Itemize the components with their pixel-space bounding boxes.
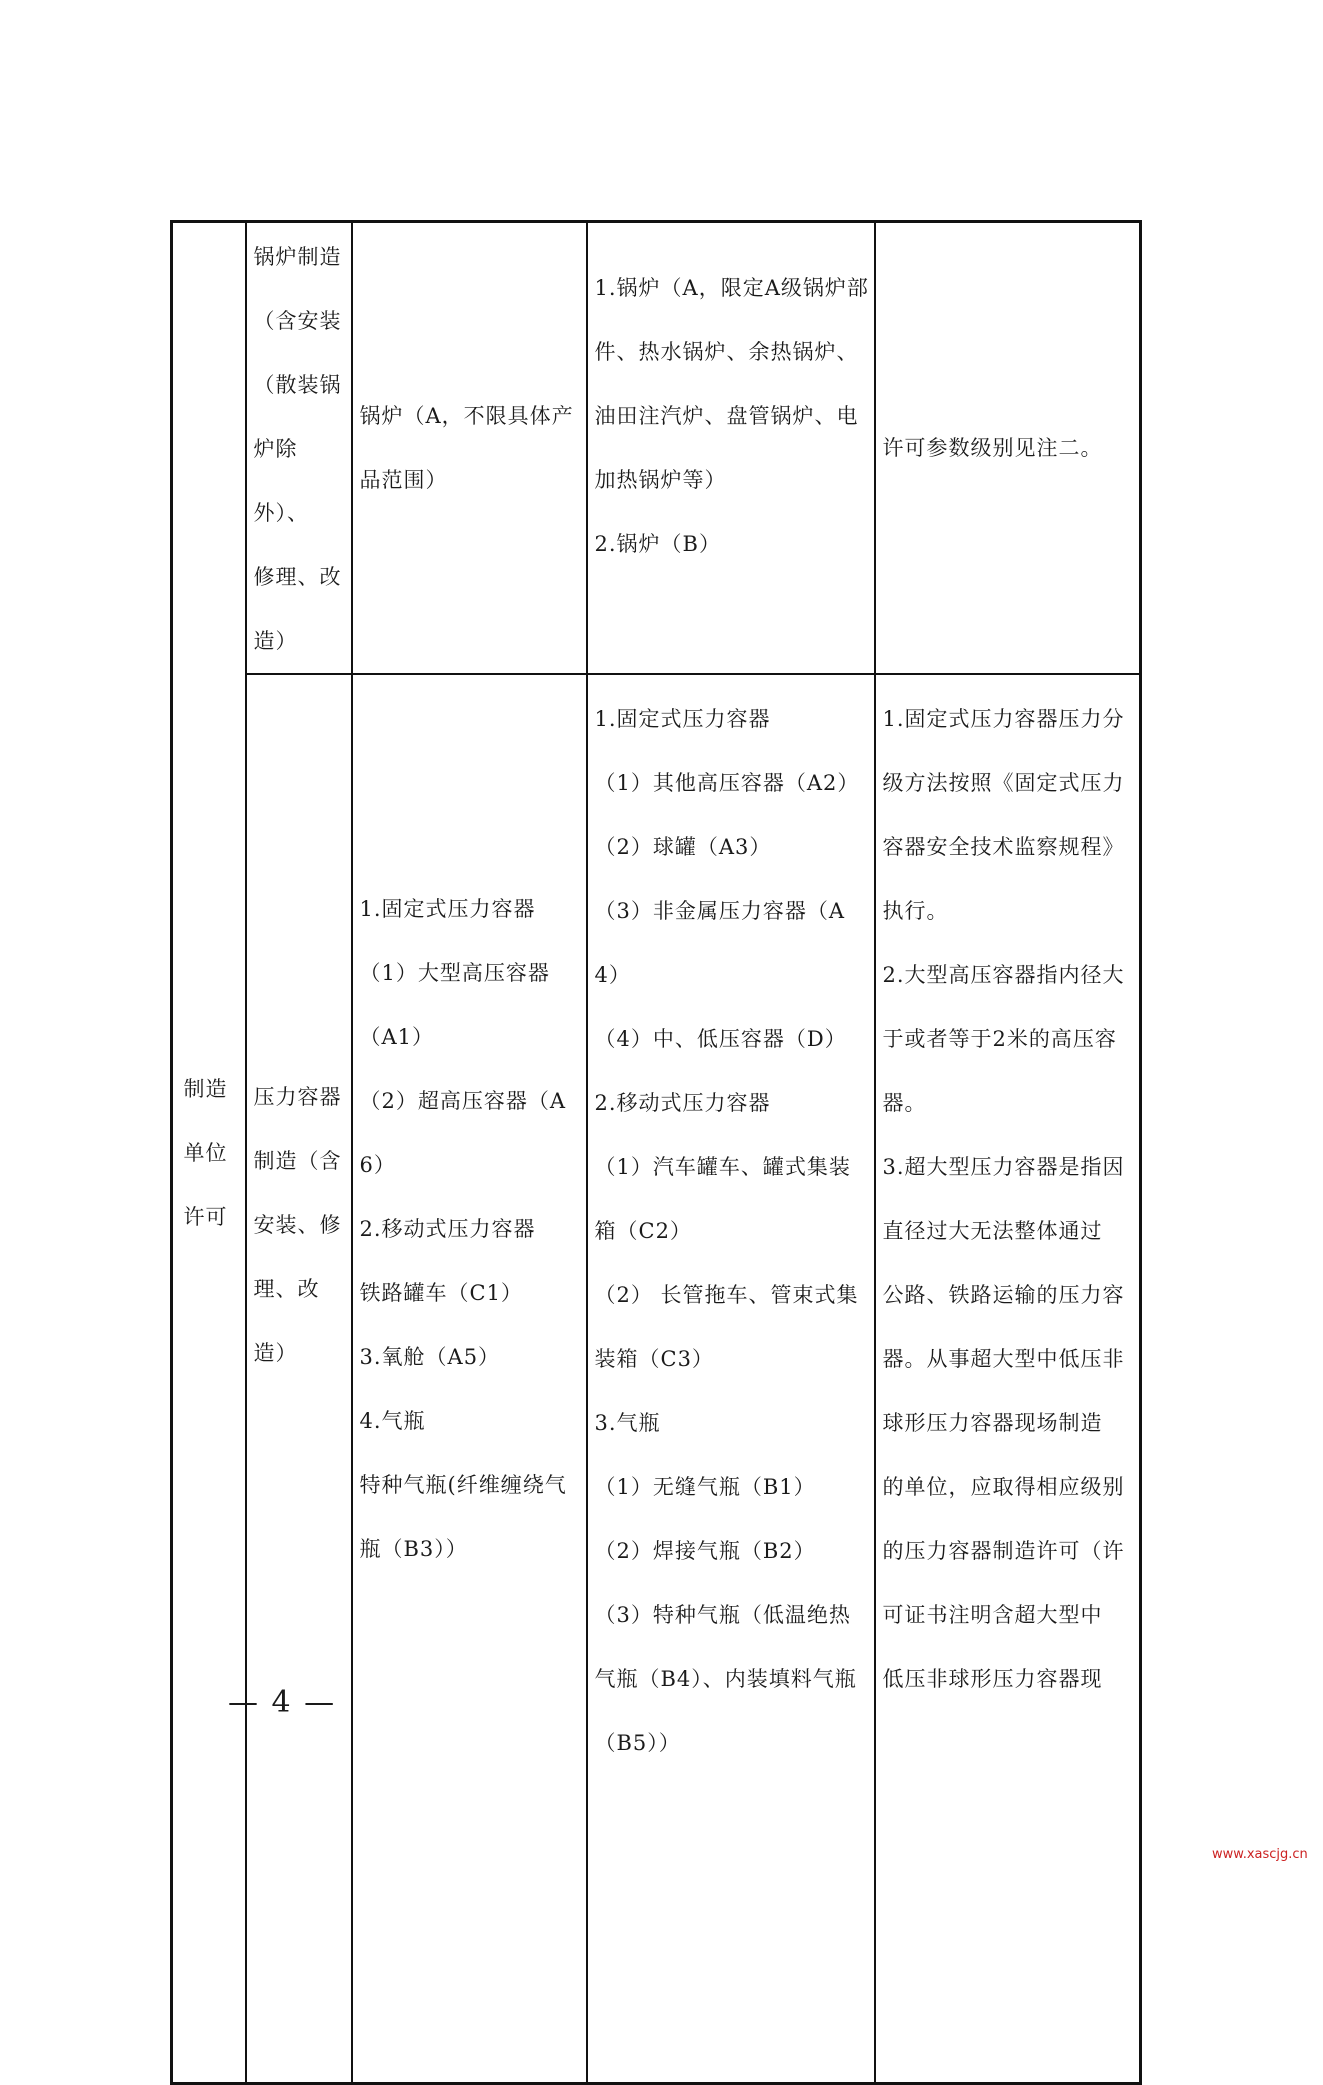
text-line: 气瓶（B4）、内装填料气瓶 [594,1667,857,1691]
text-line: （2）超高压容器（A6） [359,1089,567,1177]
table-row [172,674,1141,2084]
note-cell [875,674,1141,2084]
text-line: 2.锅炉（B） [594,532,721,556]
text-line: （4）中、低压容器（D） [594,1027,847,1051]
text-line: 锅炉（A，不限具体产 [359,404,574,428]
text-line: （1）汽车罐车、罐式集装 [594,1155,851,1179]
text-line: 4.气瓶 [359,1409,426,1433]
text-line: 的压力容器制造许可（许 [882,1539,1125,1563]
text-line: 造） [253,629,298,653]
text-line: 球形压力容器现场制造 [882,1411,1103,1435]
text-line: （B5）） [594,1731,681,1755]
text-line: 许可参数级别见注二。 [882,436,1103,460]
text-line: 3.氧舱（A5） [359,1345,501,1369]
text-line: （2）焊接气瓶（B2） [594,1539,816,1563]
sub-item-b-cell [587,674,875,2084]
note-text [883,416,1137,480]
text-line: 公路、铁路运输的压力容 [882,1283,1125,1307]
text-line: 装箱（C3） [594,1347,714,1371]
text-line: （1）无缝气瓶（B1） [594,1475,816,1499]
text-line: 器。 [882,1091,927,1115]
text-line: 修理、改 [253,565,342,589]
text-line: 炉除外）、 [253,437,309,525]
text-line: 器。从事超大型中低压非 [882,1347,1125,1371]
text-line: 油田注汽炉、盘管锅炉、电 [594,404,859,428]
site-watermark: www.xascjg.cn [1212,1847,1308,1862]
text-line: 箱（C2） [594,1219,692,1243]
text-line: （2）球罐（A3） [594,835,772,859]
text-line: （3）特种气瓶（低温绝热 [594,1603,851,1627]
category-label: 制造单位许可 [183,1076,228,1229]
project-text [254,225,348,673]
text-line: 的单位，应取得相应级别 [882,1475,1125,1499]
project-cell [246,222,352,675]
text-line: 于或者等于2米的高压容 [882,1027,1117,1051]
sub-item-a-text [360,877,583,1581]
text-line: 执行。 [882,899,949,923]
note-cell [875,222,1141,675]
text-line: （1）其他高压容器（A2） [594,771,860,795]
text-line: 理、改造） [253,1277,320,1365]
text-line: 锅炉制造 [253,245,342,269]
text-line: 1.固定式压力容器 [359,897,536,921]
text-line: 特种气瓶(纤维缠绕气 [359,1473,567,1497]
text-line: 3.超大型压力容器是指因 [882,1155,1125,1179]
text-line: 2.移动式压力容器 [359,1217,536,1241]
text-line: 3.气瓶 [594,1411,661,1435]
text-line: 直径过大无法整体通过 [882,1219,1103,1243]
sub-item-a-cell [352,674,587,2084]
text-line: 2.大型高压容器指内径大 [882,963,1125,987]
note-text [883,687,1137,1711]
text-line: 可证书注明含超大型中 [882,1603,1103,1627]
license-table [170,220,1142,2085]
text-line: 品范围） [359,468,448,492]
project-text [254,1065,348,1385]
text-line: 低压非球形压力容器现 [882,1667,1103,1691]
text-line: 容器安全技术监察规程》 [882,835,1125,859]
sub-item-b-cell [587,222,875,675]
text-line: （2） 长管拖车、管束式集 [594,1283,859,1307]
text-line: 加热锅炉等） [594,468,727,492]
project-cell [246,674,352,2084]
text-line: 瓶（B3）） [359,1537,468,1561]
text-line: （散装锅 [253,373,342,397]
sub-item-b-text [595,256,871,576]
text-line: （A1） [359,1025,435,1049]
text-line: 压力容器 [253,1085,342,1109]
text-line: 件、热水锅炉、余热锅炉、 [594,340,859,364]
category-cell [172,222,246,2084]
table-row [172,222,1141,675]
text-line: 铁路罐车（C1） [359,1281,523,1305]
sub-item-a-cell [352,222,587,675]
text-line: （1）大型高压容器 [359,961,550,985]
text-line: 制造（含 [253,1149,342,1173]
text-line: 1.固定式压力容器压力分 [882,707,1125,731]
sub-item-a-text [360,384,583,512]
text-line: 1.固定式压力容器 [594,707,771,731]
text-line: 级方法按照《固定式压力 [882,771,1125,795]
text-line: （含安装 [253,309,342,333]
page-number: — 4 — [228,1685,337,1720]
text-line: 1.锅炉（A，限定A级锅炉部 [594,276,869,300]
text-line: （3）非金属压力容器（A4） [594,899,846,987]
sub-item-b-text [595,687,871,1775]
text-line: 2.移动式压力容器 [594,1091,771,1115]
text-line: 安装、修 [253,1213,342,1237]
